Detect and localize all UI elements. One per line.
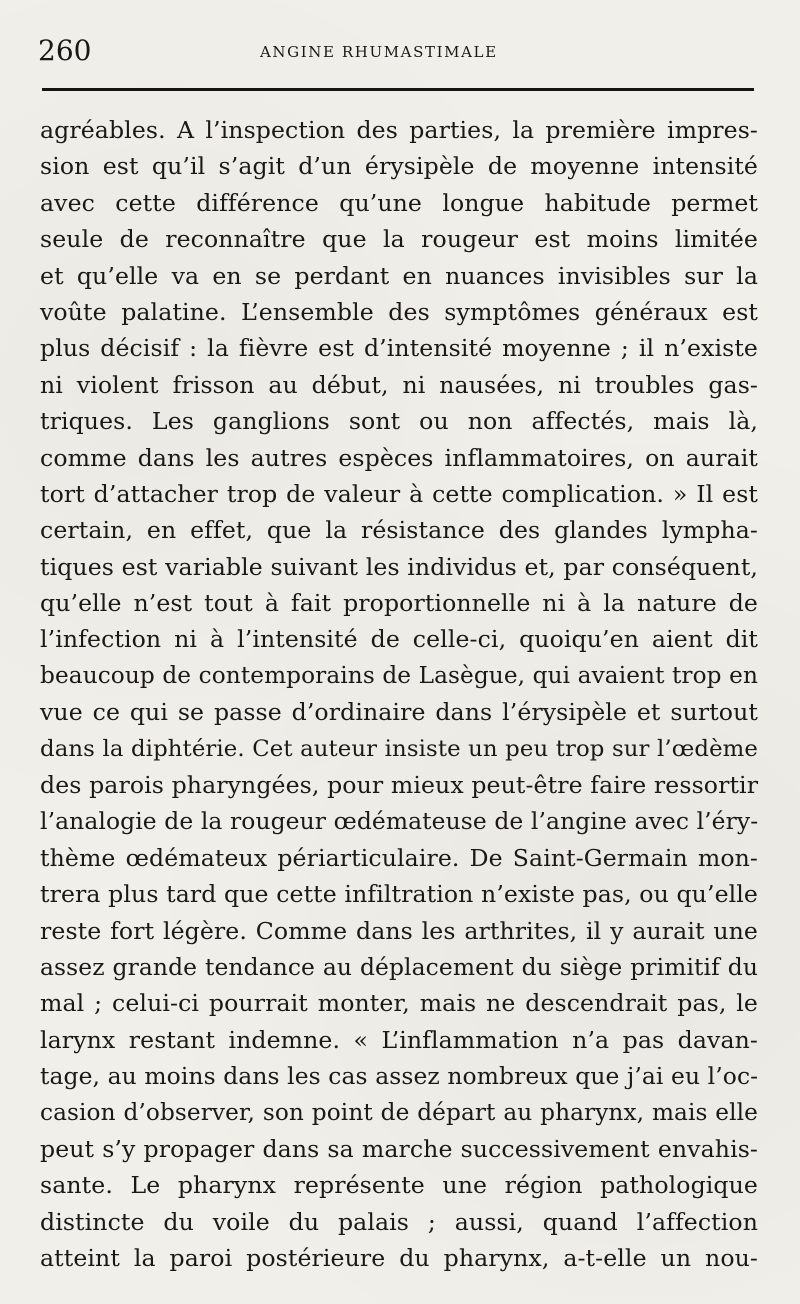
- text-line: peut s’y propager dans sa marche successivement envahis-: [40, 1134, 758, 1163]
- text-line: dans la diphtérie. Cet auteur insiste un peu trop sur l’œdème: [40, 735, 758, 762]
- text-line: tage, au moins dans les cas assez nombreux que j’ai eu l’oc-: [40, 1062, 759, 1091]
- body-text: [40, 112, 758, 1277]
- text-line: beaucoup de contemporains de Lasègue, qui avaient trop en: [40, 661, 758, 689]
- page-number: 260: [38, 34, 92, 67]
- text-line: tort d’attacher trop de valeur à cette complication. » Il est: [40, 479, 758, 508]
- text-line: casion d’observer, son point de départ au pharynx, mais elle: [40, 1098, 758, 1126]
- text-line: distincte du voile du palais ; aussi, quand l’affection: [40, 1207, 758, 1236]
- text-line: seule de reconnaître que la rougeur est moins limitée: [40, 225, 758, 254]
- text-line: voûte palatine. L’ensemble des symptômes généraux est: [40, 297, 758, 326]
- text-line: qu’elle n’est tout à fait proportionnelle ni à la nature de: [40, 589, 758, 618]
- text-line: triques. Les ganglions sont ou non affectés, mais là,: [40, 407, 758, 436]
- text-line: sante. Le pharynx représente une région pathologique: [40, 1171, 758, 1200]
- header-rule: [42, 88, 754, 91]
- text-line: tiques est variable suivant les individus et, par conséquent,: [40, 552, 758, 581]
- text-line: vue ce qui se passe d’ordinaire dans l’érysipèle et surtout: [40, 698, 758, 727]
- text-line: plus décisif : la fièvre est d’intensité moyenne ; il n’existe: [40, 334, 758, 363]
- running-head: ANGINE RHUMASTIMALE: [260, 43, 498, 61]
- text-line: et qu’elle va en se perdant en nuances invisibles sur la: [40, 261, 758, 290]
- page-header: [38, 34, 754, 74]
- text-line: avec cette différence qu’une longue habitude permet: [40, 188, 758, 217]
- text-line: mal ; celui-ci pourrait monter, mais ne descendrait pas, le: [40, 989, 758, 1018]
- text-line: sion est qu’il s’agit d’un érysipèle de moyenne intensité: [40, 152, 758, 181]
- text-line: larynx restant indemne. « L’inflammation n’a pas davan-: [40, 1025, 758, 1054]
- text-line: reste fort légère. Comme dans les arthrites, il y aurait une: [40, 916, 758, 945]
- text-line: assez grande tendance au déplacement du siège primitif du: [40, 952, 758, 981]
- text-line: des parois pharyngées, pour mieux peut-être faire ressortir: [40, 771, 759, 800]
- text-line: agréables. A l’inspection des parties, la première impres-: [40, 116, 758, 144]
- text-line: atteint la paroi postérieure du pharynx, a-t-elle un nou-: [40, 1244, 758, 1273]
- text-line: thème œdémateux périarticulaire. De Saint-Germain mon-: [40, 843, 758, 872]
- text-line: certain, en effet, que la résistance des glandes lympha-: [40, 516, 758, 545]
- text-line: trera plus tard que cette infiltration n’existe pas, ou qu’elle: [40, 880, 758, 909]
- text-line: l’analogie de la rougeur œdémateuse de l’angine avec l’éry-: [40, 807, 759, 836]
- text-line: comme dans les autres espèces inflammatoires, on aurait: [40, 443, 758, 472]
- text-line: ni violent frisson au début, ni nausées, ni troubles gas-: [40, 370, 758, 399]
- text-line: l’infection ni à l’intensité de celle-ci, quoiqu’en aient dit: [40, 625, 758, 654]
